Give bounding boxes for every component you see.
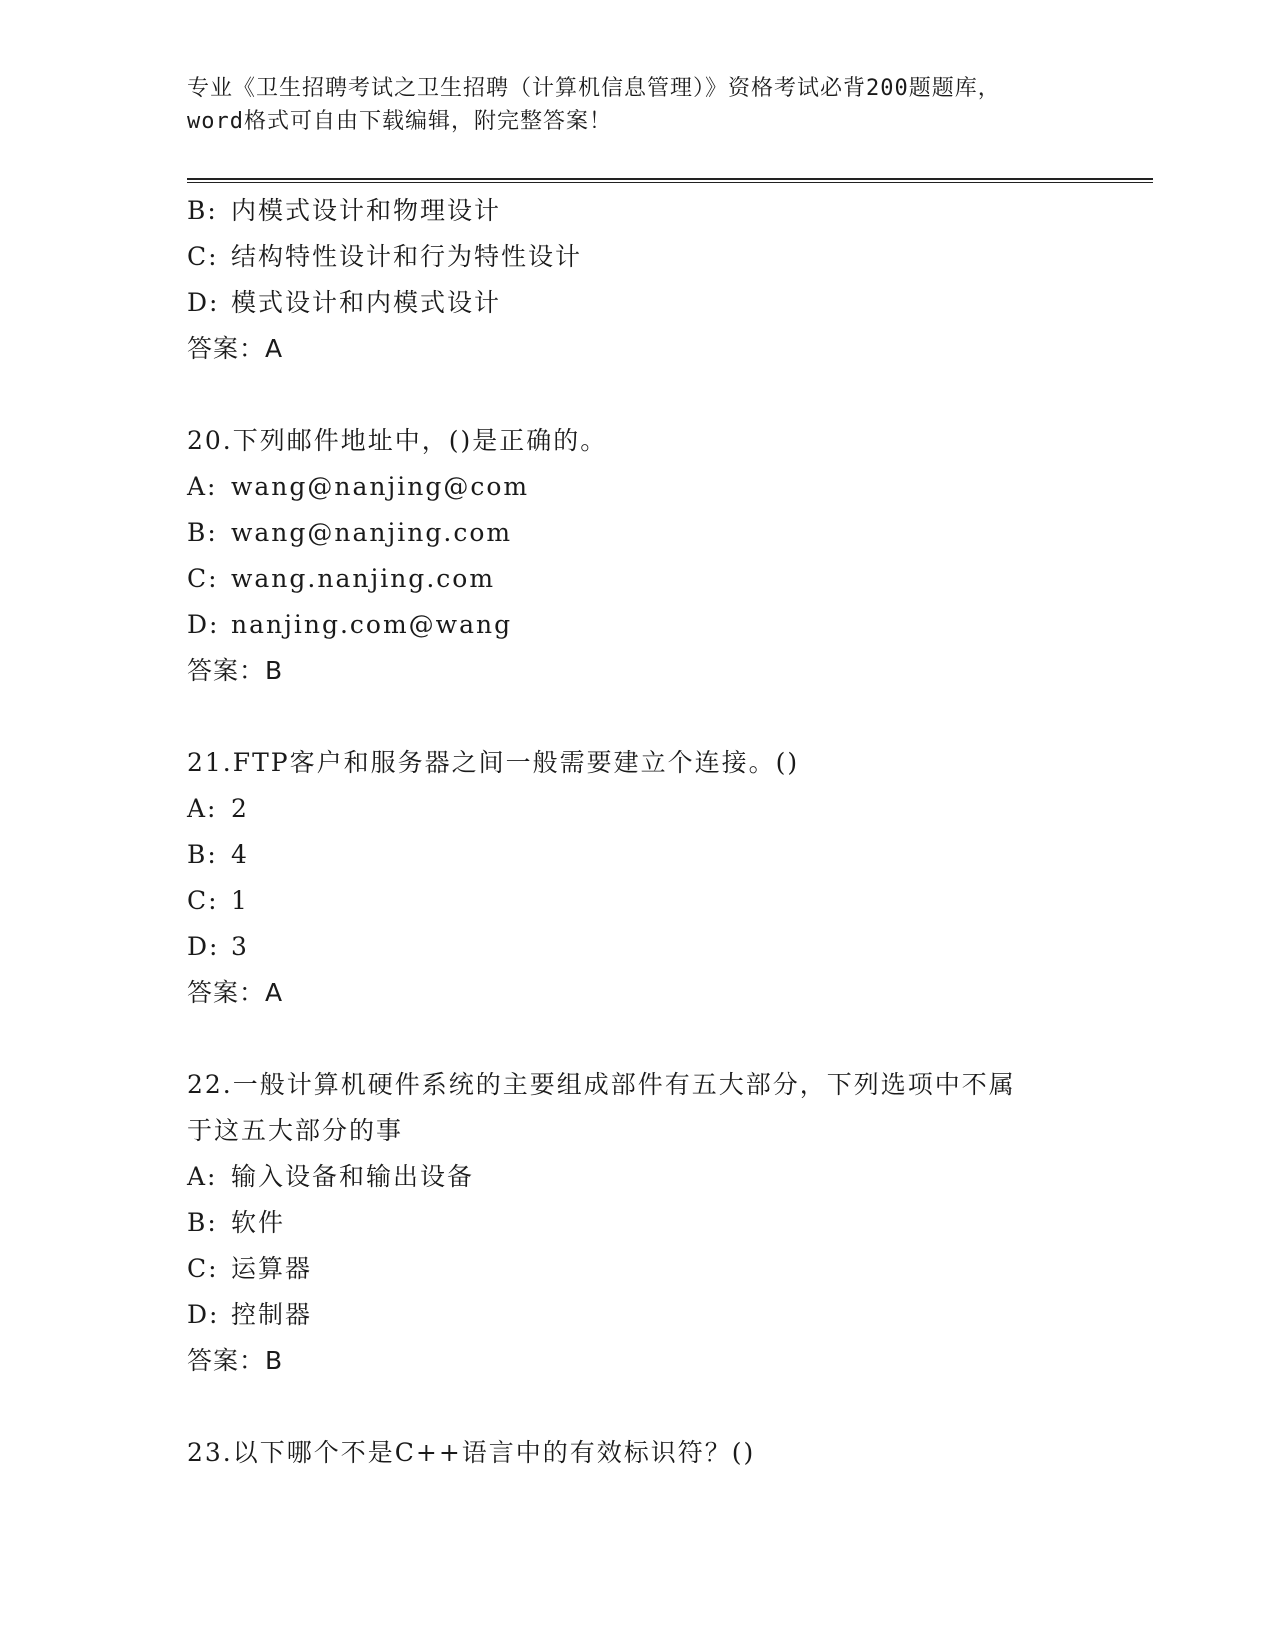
option-label: D: bbox=[187, 288, 220, 317]
question-list bbox=[187, 188, 1087, 1476]
answer-line: 答案：A bbox=[187, 978, 284, 1007]
option-label: B: bbox=[187, 196, 218, 225]
question-stem: 20.下列邮件地址中，()是正确的。 bbox=[187, 426, 608, 455]
question-21 bbox=[187, 740, 1087, 1016]
option-label: B: bbox=[187, 518, 218, 547]
question-19-continued bbox=[187, 188, 1087, 372]
option-a bbox=[187, 786, 1087, 832]
option-text: wang.nanjing.com bbox=[231, 564, 496, 593]
question-stem: 21.FTP客户和服务器之间一般需要建立个连接。() bbox=[187, 748, 800, 777]
question-22 bbox=[187, 1062, 1087, 1384]
option-d bbox=[187, 1292, 1087, 1338]
option-b bbox=[187, 510, 1087, 556]
option-text: 2 bbox=[231, 794, 249, 823]
option-text: 结构特性设计和行为特性设计 bbox=[231, 242, 583, 271]
option-text: 软件 bbox=[231, 1208, 286, 1237]
option-text: 4 bbox=[231, 840, 249, 869]
option-b bbox=[187, 188, 1087, 234]
question-20 bbox=[187, 418, 1087, 694]
option-label: D: bbox=[187, 1300, 220, 1329]
option-text: 运算器 bbox=[231, 1254, 313, 1283]
option-text: 1 bbox=[231, 886, 249, 915]
option-label: C: bbox=[187, 242, 219, 271]
option-label: C: bbox=[187, 1254, 219, 1283]
option-b bbox=[187, 832, 1087, 878]
option-label: A: bbox=[187, 472, 218, 501]
option-a bbox=[187, 1154, 1087, 1200]
question-stem-line-2: 于这五大部分的事 bbox=[187, 1116, 404, 1145]
header-title-line-2: word格式可自由下载编辑，附完整答案！ bbox=[187, 109, 612, 134]
question-stem-line-1: 22.一般计算机硬件系统的主要组成部件有五大部分，下列选项中不属 bbox=[187, 1070, 1016, 1099]
question-23 bbox=[187, 1430, 1087, 1476]
option-c bbox=[187, 1246, 1087, 1292]
page-header bbox=[187, 72, 1087, 138]
option-label: A: bbox=[187, 794, 218, 823]
option-b bbox=[187, 1200, 1087, 1246]
header-divider bbox=[187, 178, 1153, 183]
answer-line: 答案：B bbox=[187, 1346, 284, 1375]
option-label: D: bbox=[187, 610, 220, 639]
answer-line: 答案：A bbox=[187, 334, 284, 363]
answer-line: 答案：B bbox=[187, 656, 284, 685]
option-a bbox=[187, 464, 1087, 510]
option-d bbox=[187, 602, 1087, 648]
option-text: 输入设备和输出设备 bbox=[231, 1162, 475, 1191]
option-text: 模式设计和内模式设计 bbox=[231, 288, 502, 317]
option-text: wang@nanjing.com bbox=[231, 518, 513, 547]
option-text: 3 bbox=[231, 932, 249, 961]
option-c bbox=[187, 556, 1087, 602]
option-text: wang@nanjing@com bbox=[231, 472, 530, 501]
option-label: C: bbox=[187, 886, 219, 915]
option-c bbox=[187, 878, 1087, 924]
option-d bbox=[187, 280, 1087, 326]
option-c bbox=[187, 234, 1087, 280]
header-title-line-1: 专业《卫生招聘考试之卫生招聘（计算机信息管理）》资格考试必背200题题库， bbox=[187, 76, 1001, 101]
option-text: 控制器 bbox=[231, 1300, 313, 1329]
option-label: C: bbox=[187, 564, 219, 593]
option-label: A: bbox=[187, 1162, 218, 1191]
question-stem: 23.以下哪个不是C++语言中的有效标识符？() bbox=[187, 1438, 756, 1467]
option-text: nanjing.com@wang bbox=[231, 610, 513, 639]
option-label: B: bbox=[187, 840, 218, 869]
option-text: 内模式设计和物理设计 bbox=[231, 196, 502, 225]
option-d bbox=[187, 924, 1087, 970]
option-label: D: bbox=[187, 932, 220, 961]
option-label: B: bbox=[187, 1208, 218, 1237]
